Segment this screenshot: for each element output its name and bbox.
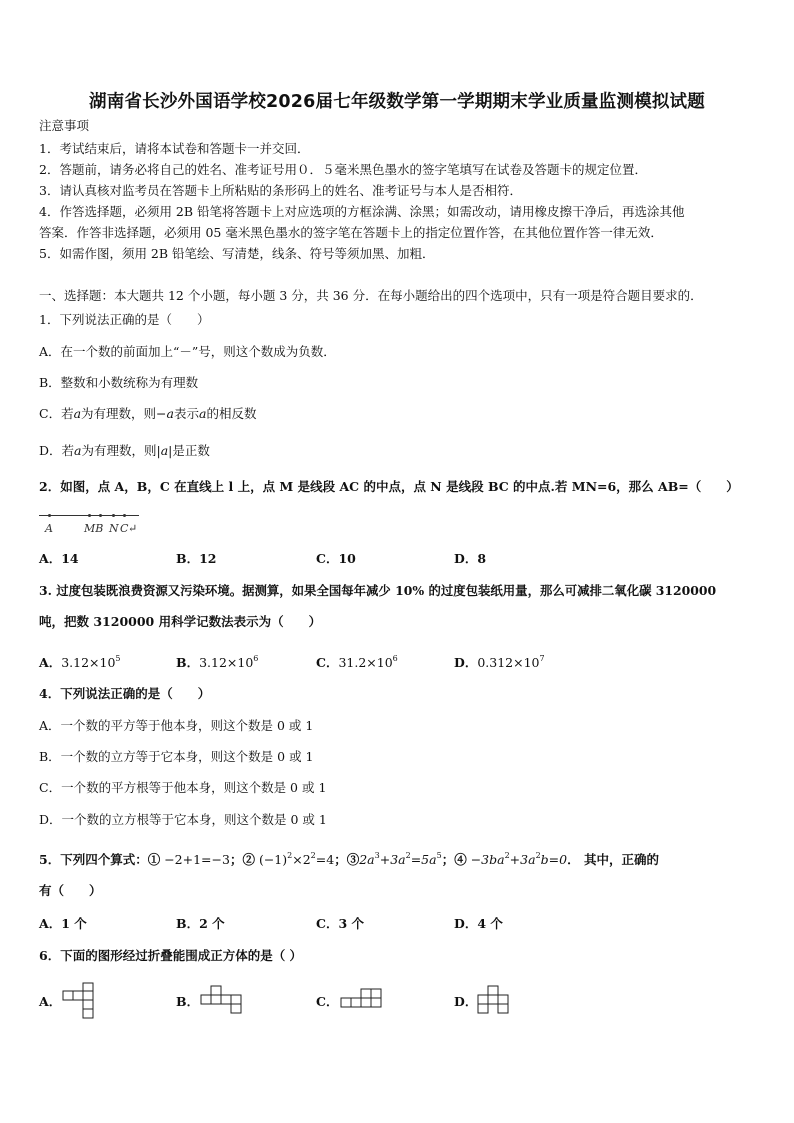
q4-option-a: A．一个数的平方等于他本身，则这个数是 0 或 1	[39, 718, 314, 733]
q3-option-c: C．$31.2\times 10^6$	[316, 654, 398, 670]
q5-option-c: C．3 个	[316, 916, 364, 931]
point-b	[99, 514, 102, 517]
q3-option-b: B．$3.12\times 10^6$	[176, 654, 259, 670]
notice-item: 3．请认真核对监考员在答题卡上所粘贴的条形码上的姓名、准考证号与本人是否相符．	[39, 183, 522, 198]
q3-option-d: D．$0.312\times 10^7$	[454, 654, 545, 670]
point-a	[48, 514, 51, 517]
q5-option-d: D．4 个	[454, 916, 503, 931]
notice-item: 5．如需作图，须用 2B 铅笔绘、写清楚，线条、符号等须加黑、加粗．	[39, 246, 435, 261]
cube-net-d	[477, 985, 517, 1025]
section-heading: 一、选择题：本大题共 12 个小题，每小题 3 分，共 36 分．在每小题给出的四个选项中，只有一项是符合题目要求的．	[39, 288, 703, 303]
formula-3: $2a^3+3a^2=5a^5$	[359, 851, 442, 867]
q2-option-d: D．8	[454, 551, 487, 566]
label-n: N	[109, 522, 119, 535]
q1-option-b: B．整数和小数统称为有理数	[39, 375, 199, 390]
page-title: 湖南省长沙外国语学校2026届七年级数学第一学期期末学业质量监测模拟试题	[89, 92, 705, 112]
notice-item: 1．考试结束后，请将本试卷和答题卡一并交回．	[39, 141, 310, 156]
q5-stem: 5．下列四个算式：① −2+1=−3；② $(-1)^2\times 2^2=4$；$③2a^3+3a^2=5a^5$；④ $-3ba^2+3a^2b=0$． 其中，正确的	[39, 851, 659, 867]
q5-option-b: B．2 个	[176, 916, 225, 931]
point-c	[123, 514, 126, 517]
notice-heading: 注意事项	[39, 118, 90, 133]
q3-stem-line2: 吨，把数 3120000 用科学记数法表示为（ ）	[39, 614, 322, 629]
notice-item: 4．作答选择题，必须用 2B 铅笔将答题卡上对应选项的方框涂满、涂黑；如需改动，请用橡皮擦干净后，再选涂其他	[39, 204, 685, 219]
formula-2: $(-1)^2\times 2^2=4$	[258, 851, 335, 867]
q6-stem: 6．下面的图形经过折叠能围成正方体的是（ ）	[39, 948, 303, 963]
point-m	[88, 514, 91, 517]
notice-item: 2．答题前，请务必将自己的姓名、准考证号用０．５毫米黑色墨水的签字笔填写在试卷及答题卡的规定位置．	[39, 162, 647, 177]
q1-option-a: A．在一个数的前面加上“－”号，则这个数成为负数．	[39, 344, 336, 359]
q1-stem: 1．下列说法正确的是（ ）	[39, 312, 210, 327]
q4-option-c: C．一个数的平方根等于他本身，则这个数是 0 或 1	[39, 780, 327, 795]
label-a: A	[45, 522, 53, 535]
q6-option-d: D．	[454, 994, 478, 1009]
q2-option-a: A．14	[39, 551, 79, 566]
q4-option-d: D．一个数的立方根等于它本身，则这个数是 0 或 1	[39, 812, 327, 827]
q5-stem-line2: 有（ ）	[39, 883, 102, 898]
q2-option-b: B．12	[176, 551, 217, 566]
q3-stem-line1: 3. 过度包装既浪费资源又污染环境。据测算，如果全国每年减少 10% 的过度包装纸用量，那么可减排二氧化碳 3120000	[39, 583, 717, 598]
point-n	[112, 514, 115, 517]
q5-option-a: A．1 个	[39, 916, 87, 931]
cube-net-c	[340, 985, 390, 1025]
q1-option-d: D．若a为有理数，则|a|是正数	[39, 443, 210, 458]
label-c: C	[120, 522, 129, 535]
cube-net-a	[62, 985, 102, 1025]
q4-option-b: B．一个数的立方等于它本身，则这个数是 0 或 1	[39, 749, 314, 764]
q1-option-c: C．若a为有理数，则−a表示a的相反数	[39, 406, 257, 421]
formula-4: $-3ba^2+3a^2b=0$	[470, 851, 568, 867]
q3-option-a: A．$3.12\times 10^5$	[39, 654, 121, 670]
formula-1: −2+1=−3	[164, 852, 230, 867]
q4-stem: 4．下列说法正确的是（ ）	[39, 686, 211, 701]
q6-option-b: B．	[176, 994, 200, 1009]
q2-option-c: C．10	[316, 551, 356, 566]
notice-item: 答案．作答非选择题，必须用 05 毫米黑色墨水的签字笔在答题卡上的指定位置作答，在其他位置作答一律无效．	[39, 225, 663, 240]
return-mark: ↵	[128, 522, 138, 535]
q2-stem: 2．如图，点 A，B，C 在直线上 l 上，点 M 是线段 AC 的中点，点 N 是线段 BC 的中点.若 MN=6，那么 AB=（ ）	[39, 479, 739, 494]
label-mb: MB	[84, 522, 104, 535]
q6-option-a: A．	[39, 994, 62, 1009]
q6-option-c: C．	[316, 994, 339, 1009]
cube-net-b	[200, 985, 250, 1025]
